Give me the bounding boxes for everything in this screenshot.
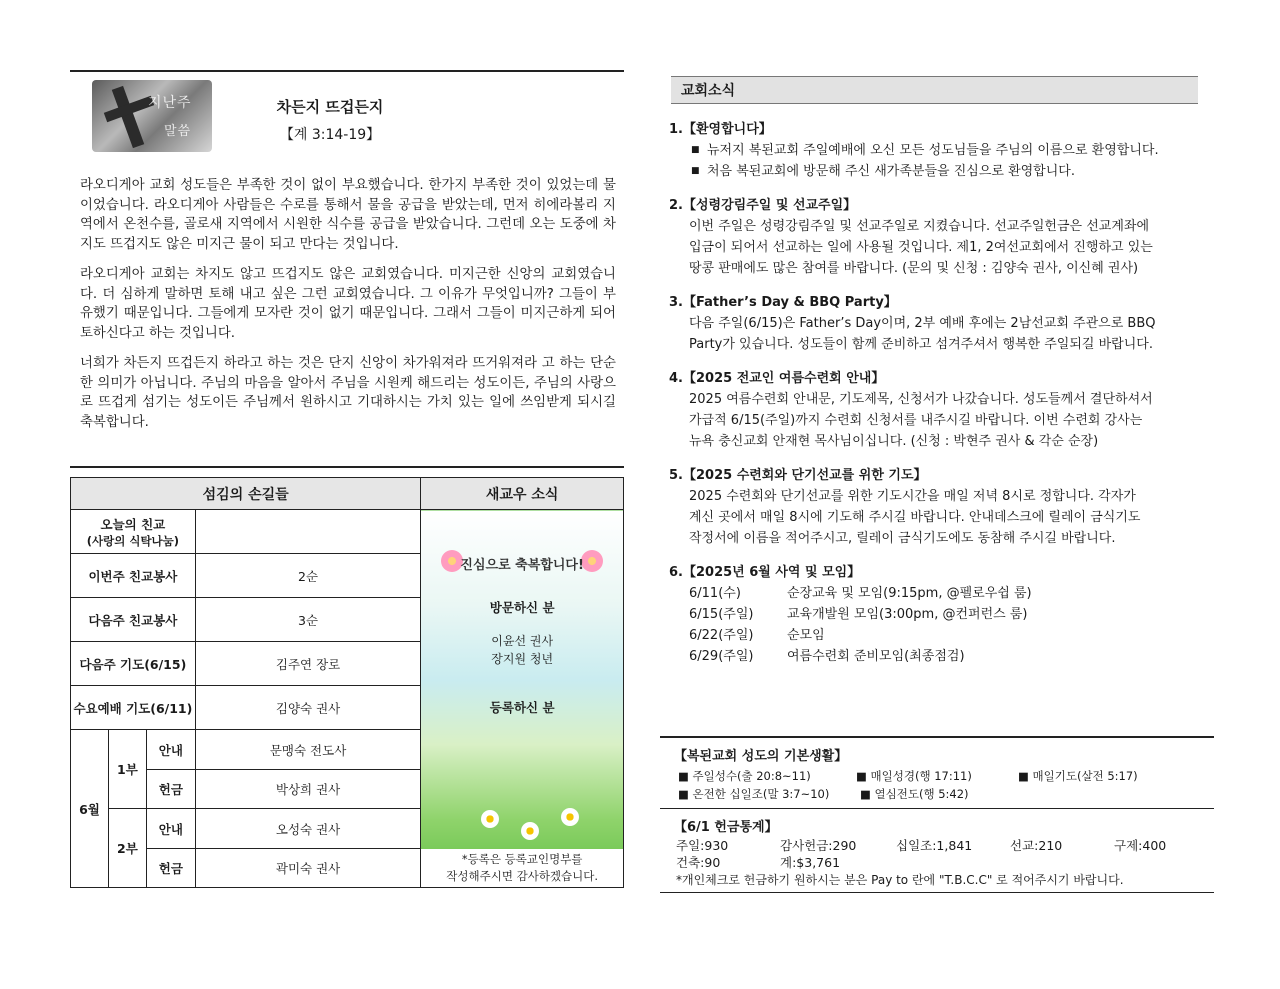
basic-life-item: ■ 매일성경(행 17:11)	[856, 769, 972, 783]
news-line: 계신 곳에서 매일 8시에 기도해 주시길 바랍니다. 안내데스크에 릴레이 금식기도	[689, 510, 1141, 525]
role-label: 헌금	[146, 770, 195, 809]
news-section	[669, 464, 1209, 549]
news-line: Party가 있습니다. 성도들이 함께 준비하고 섬겨주셔서 행복한 주일되길 바랍니다.	[689, 337, 1153, 352]
top-divider	[70, 70, 624, 72]
offering-item: 구제:400	[1114, 838, 1167, 853]
registration-note	[421, 849, 623, 887]
offering-item: 선교:210	[1010, 838, 1063, 853]
news-section	[669, 194, 1209, 279]
daisy-icon	[481, 810, 499, 828]
list-item: ■ 뉴저지 복된교회 주일예배에 오신 모든 성도님들을 주님의 이름으로 환영합니다.	[689, 140, 1209, 161]
newcomers-panel	[421, 510, 624, 888]
role-value: 곽미숙 권사	[195, 849, 421, 888]
news-line: 2025 여름수련회 안내문, 기도제목, 신청서가 나갔습니다. 성도들께서 결단하셔서	[689, 392, 1153, 407]
basic-life-item: ■ 매일기도(살전 5:17)	[1018, 769, 1138, 783]
row-value	[195, 510, 421, 554]
role-label: 안내	[146, 730, 195, 770]
daisy-icon	[521, 822, 539, 840]
offering-item: 주일:930	[676, 838, 729, 853]
sermon-title: 차든지 뜨겁든지	[276, 98, 384, 116]
news-section-body	[669, 389, 1209, 452]
schedule-item	[669, 604, 1209, 625]
row-label	[71, 510, 196, 554]
offering-divider	[660, 808, 1214, 809]
news-section-title: 3.【Father’s Day & BBQ Party】	[669, 295, 897, 310]
schedule-event: 순모임	[787, 628, 825, 643]
registration-note-line: 작성해주시면 감사하겠습니다.	[446, 869, 599, 883]
news-section	[669, 118, 1209, 182]
schedule-item	[669, 583, 1209, 604]
offering-item: 감사헌금:290	[780, 838, 857, 853]
newcomers-greeting: 진심으로 축복합니다!	[460, 558, 584, 573]
news-section-title: 5.【2025 수련회와 단기선교를 위한 기도】	[669, 468, 927, 483]
role-label: 헌금	[146, 849, 195, 888]
registered-title: 등록하신 분	[489, 700, 555, 715]
row-label-line: (사랑의 식탁나눔)	[86, 533, 180, 548]
news-section	[669, 367, 1209, 452]
schedule-event: 교육개발원 모임(3:00pm, @컨퍼런스 룸)	[787, 607, 1028, 622]
sermon-paragraph: 너희가 차든지 뜨겁든지 하라고 하는 것은 단지 신앙이 차가워져라 뜨거워져라 고 하는 단순한 의미가 아닙니다. 주님의 마음을 알아서 주님을 시원케 해드리는 성도이든, 주님의 사랑으로 뜨겁게 섬기는 성도이든 주님께서 원하시고 기대하시는 가치 있는 일에 쓰임받게 되시길 축복합니다.	[80, 356, 616, 430]
role-value: 문맹숙 전도사	[195, 730, 421, 770]
row-label: 이번주 친교봉사	[71, 554, 196, 598]
schedule-date: 6/29(주일)	[689, 649, 754, 664]
newcomers-header: 새교우 소식	[421, 478, 624, 510]
service-header: 섬김의 손길들	[71, 478, 421, 510]
month-label: 6월	[71, 730, 109, 888]
schedule-date: 6/22(주일)	[689, 628, 754, 643]
sermon-paragraph: 라오디게아 교회는 차지도 않고 뜨겁지도 않은 교회였습니다. 미지근한 신앙의 교회였습니다. 더 심하게 말하면 토해 내고 싶은 그런 교회였습니다. 그 이유가 무엇입니까? 그들이 부유했기 때문입니다. 그들에게 모자란 것이 없기 때문입니다. 그래서 그들이 미지근하게 되어 토하신다고 하는 것입니다.	[80, 267, 616, 341]
sermon-image-label-1: 지난주	[148, 95, 192, 111]
schedule-item	[669, 646, 1209, 667]
basic-life-divider	[660, 736, 1214, 738]
service-table	[70, 477, 624, 888]
news-line: 작정서에 이름을 적어주시고, 릴레이 금식기도에도 동참해 주시길 바랍니다.	[689, 531, 1116, 546]
sermon-reference: 【계 3:14-19】	[279, 127, 381, 143]
news-section-body	[669, 486, 1209, 549]
basic-life-title: 【복된교회 성도의 기본생활】	[674, 749, 848, 764]
schedule-event: 여름수련회 준비모임(최종점검)	[787, 649, 965, 664]
news-header: 교회소식	[671, 76, 1198, 104]
offering-total: 계:$3,761	[780, 855, 841, 870]
news-section-body	[669, 140, 1209, 182]
registration-note-line: *등록은 등록교인명부를	[461, 852, 583, 866]
news-section	[669, 291, 1209, 355]
news-section-title: 1.【환영합니다】	[669, 122, 772, 137]
row-label: 다음주 친교봉사	[71, 598, 196, 642]
news-section-title: 6.【2025년 6월 사역 및 모임】	[669, 565, 861, 580]
news-section-title: 2.【성령강림주일 및 선교주일】	[669, 198, 857, 213]
basic-life-item: ■ 주일성수(출 20:8~11)	[678, 769, 811, 783]
row-label: 다음주 기도(6/15)	[71, 642, 196, 686]
basic-life-item: ■ 열심전도(행 5:42)	[860, 787, 969, 801]
visited-title: 방문하신 분	[489, 600, 555, 615]
schedule-date: 6/11(수)	[689, 586, 741, 601]
role-label: 안내	[146, 809, 195, 849]
row-value: 2순	[195, 554, 421, 598]
news-section-title: 4.【2025 전교인 여름수련회 안내】	[669, 371, 885, 386]
schedule-event: 순장교육 및 모임(9:15pm, @펠로우쉽 룸)	[787, 586, 1032, 601]
offering-item: 건축:90	[676, 855, 721, 870]
sermon-body	[80, 176, 616, 443]
part-label: 1부	[108, 730, 146, 809]
schedule-item	[669, 625, 1209, 646]
news-line: 땅콩 판매에도 많은 참여를 바랍니다. (문의 및 신청 : 김양숙 권사, 이신혜 권사)	[689, 261, 1139, 276]
row-value: 김양숙 권사	[195, 686, 421, 730]
news-line: 이번 주일은 성령강림주일 및 선교주일로 지켰습니다. 선교주일헌금은 선교계좌에	[689, 219, 1150, 234]
offering-title: 【6/1 헌금통계】	[674, 820, 778, 835]
offering-item: 십일조:1,841	[896, 838, 973, 853]
visited-name: 이윤선 권사	[491, 634, 554, 648]
news-line: 가급적 6/15(주일)까지 수련회 신청서를 내주시길 바랍니다. 이번 수련회 강사는	[689, 413, 1143, 428]
news-section-body	[669, 216, 1209, 279]
section-divider	[70, 466, 624, 468]
news-line: 뉴욕 충신교회 안재현 목사님이십니다. (신청 : 박현주 권사 & 각순 순장)	[689, 434, 1099, 449]
news-section-body	[669, 313, 1209, 355]
basic-life-item: ■ 온전한 십일조(말 3:7~10)	[678, 787, 830, 801]
news-line: 입금이 되어서 선교하는 일에 사용될 것입니다. 제1, 2여선교회에서 진행하고 있는	[689, 240, 1153, 255]
role-value: 오성숙 권사	[195, 809, 421, 849]
news-list	[669, 118, 1209, 679]
news-section	[669, 561, 1209, 667]
sermon-paragraph: 라오디게아 교회 성도들은 부족한 것이 없이 부요했습니다. 한가지 부족한 것이 있었는데 물이었습니다. 라오디게아 사람들은 수로를 통해서 물을 공급을 받았는데, 먼저 히에라볼리 지역에서 온천수를, 골로새 지역에서 시원한 식수를 공급을 받았습니다. 그런데 오는 도중에 차지도 뜨겁지도 않은 미지근 물이 되고 만다는 것입니다.	[80, 178, 616, 252]
sermon-image-label-2: 말씀	[164, 124, 192, 139]
bottom-divider	[660, 892, 1214, 893]
news-line: 2025 수련회와 단기선교를 위한 기도시간을 매일 저녁 8시로 정합니다. 각자가	[689, 489, 1136, 504]
row-value: 3순	[195, 598, 421, 642]
schedule-date: 6/15(주일)	[689, 607, 754, 622]
sermon-image	[92, 80, 212, 152]
part-label: 2부	[108, 809, 146, 888]
daisy-icon	[561, 808, 579, 826]
row-label: 수요예배 기도(6/11)	[71, 686, 196, 730]
row-value: 김주연 장로	[195, 642, 421, 686]
row-label-line: 오늘의 친교	[100, 516, 166, 532]
visited-name: 장지원 청년	[491, 652, 554, 666]
news-line: 다음 주일(6/15)은 Father’s Day이며, 2부 예배 후에는 2남선교회 주관으로 BBQ	[689, 316, 1156, 331]
role-value: 박상희 권사	[195, 770, 421, 809]
offering-note: *개인체크로 헌금하기 원하시는 분은 Pay to 란에 "T.B.C.C" 로 적어주시기 바랍니다.	[676, 873, 1124, 887]
list-item: ■ 처음 복된교회에 방문해 주신 새가족분들을 진심으로 환영합니다.	[689, 161, 1209, 182]
